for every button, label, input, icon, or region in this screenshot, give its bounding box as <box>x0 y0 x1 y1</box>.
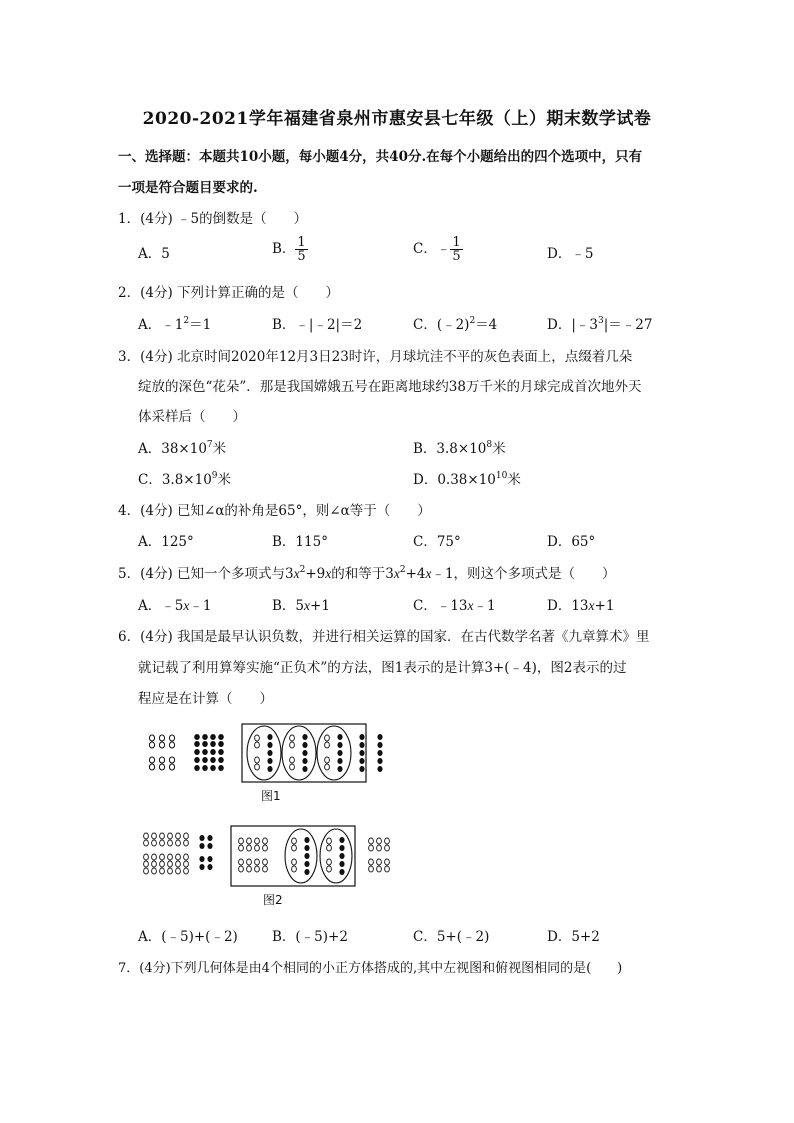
fig2-rods-right-hollow <box>369 838 390 872</box>
q3-option-b: B．$3.8\times 10^8$米 <box>413 440 506 457</box>
q3-stem-line1: 3．(4分) 北京时间2020年12月3日23时许，月球坑洼不平的灰色表面上，点缀着几朵 <box>118 349 633 365</box>
q1-option-c <box>413 236 463 263</box>
q1-option-c-fraction: $\frac{1}{5}$ <box>452 235 461 264</box>
q2-option-b: B．﹣|﹣2|＝2 <box>272 317 363 333</box>
q4-option-c: C．75° <box>413 534 461 550</box>
q3-stem-line3: 体采样后（ ） <box>138 409 246 425</box>
q5-option-b: B．5x+1 <box>272 598 330 614</box>
figure-2-caption: 图2 <box>263 893 283 907</box>
figure-1-caption: 图1 <box>261 789 281 803</box>
fig1-rods-left-solid <box>194 734 224 771</box>
q1-option-d: D．﹣5 <box>547 246 594 262</box>
figure-1-counting-rods <box>140 718 400 790</box>
q1-option-a: A．5 <box>138 246 170 262</box>
q3-option-d: D．$0.38\times 10^{10}$米 <box>413 471 521 488</box>
q6-stem-line2: 就记载了利用算筹实施“正负术”的方法，图1表示的是计算3+(﹣4)，图2表示的过 <box>138 660 627 676</box>
q4-stem: 4．(4分) 已知∠α的补角是65°，则∠α等于（ ） <box>118 503 431 519</box>
fig2-rods-left-solid <box>199 835 212 870</box>
q5-option-d: D．13x+1 <box>547 598 615 614</box>
q5-option-c: C．﹣13x﹣1 <box>413 598 496 614</box>
q5-option-a: A．﹣5x﹣1 <box>138 598 212 614</box>
q6-option-c: C．5+(﹣2) <box>413 929 490 945</box>
q1-option-b <box>272 236 308 263</box>
q3-option-c: C．$3.8\times 10^9$米 <box>138 471 232 488</box>
q4-option-b: B．115° <box>272 534 328 550</box>
q6-stem-line3: 程应是在计算（ ） <box>138 691 273 707</box>
q6-stem-line1: 6．(4分) 我国是最早认识负数，并进行相关运算的国家．在古代数学名著《九章算术》里 <box>118 629 650 645</box>
fig2-frame <box>231 826 355 886</box>
q2-option-a: A．$﹣1^2=1$ <box>138 316 212 333</box>
q5-stem: 5．(4分) 已知一个多项式与$3x^2+9x$的和等于$3x^2+4x﹣1$，则这个多项式是（ ） <box>118 565 616 582</box>
q1-stem: 1．(4分) ﹣5的倒数是（ ） <box>118 211 308 227</box>
q1-option-b-fraction: $\frac{1}{5}$ <box>297 235 306 264</box>
fig1-pairs <box>247 726 351 780</box>
q2-stem: 2．(4分) 下列计算正确的是（ ） <box>118 285 340 301</box>
q6-option-b: B．(﹣5)+2 <box>272 929 348 945</box>
fig2-hollow-inside <box>239 838 268 872</box>
section-header-line2: 一项是符合题目要求的. <box>118 180 258 196</box>
q6-option-d: D．5+2 <box>547 929 600 945</box>
fig2-rods-left-hollow <box>144 833 189 874</box>
fig1-rods-left-hollow <box>149 735 174 770</box>
q7-stem: 7．(4分)下列几何体是由4个相同的小正方体搭成的,其中左视图和俯视图相同的是( ) <box>118 961 623 976</box>
q2-option-c: C．(﹣2)$^2$＝4 <box>413 316 498 333</box>
q2-option-d: D．$|﹣3^3|=﹣27$ <box>547 316 653 333</box>
section-header-line1: 一、选择题：本题共10小题，每小题4分，共40分.在每个小题给出的四个选项中，只有 <box>118 149 643 165</box>
fig2-pairs <box>285 829 352 883</box>
fig1-rods-right-solid <box>359 734 382 772</box>
figure-2-counting-rods <box>140 822 402 894</box>
q3-stem-line2: 绽放的深色“花朵”．那是我国嫦娥五号在距离地球约38万千米的月球完成首次地外天 <box>138 379 642 395</box>
q3-option-a: A．$38\times 10^7$米 <box>138 440 227 457</box>
q4-option-d: D．65° <box>547 534 596 550</box>
q1-option-b-label: B． <box>272 241 296 257</box>
q1-option-c-label: C．﹣ <box>413 241 451 257</box>
q4-option-a: A．125° <box>138 534 194 550</box>
q6-option-a: A．(﹣5)+(﹣2) <box>138 929 238 945</box>
page-title: 2020-2021学年福建省泉州市惠安县七年级（上）期末数学试卷 <box>142 109 652 129</box>
